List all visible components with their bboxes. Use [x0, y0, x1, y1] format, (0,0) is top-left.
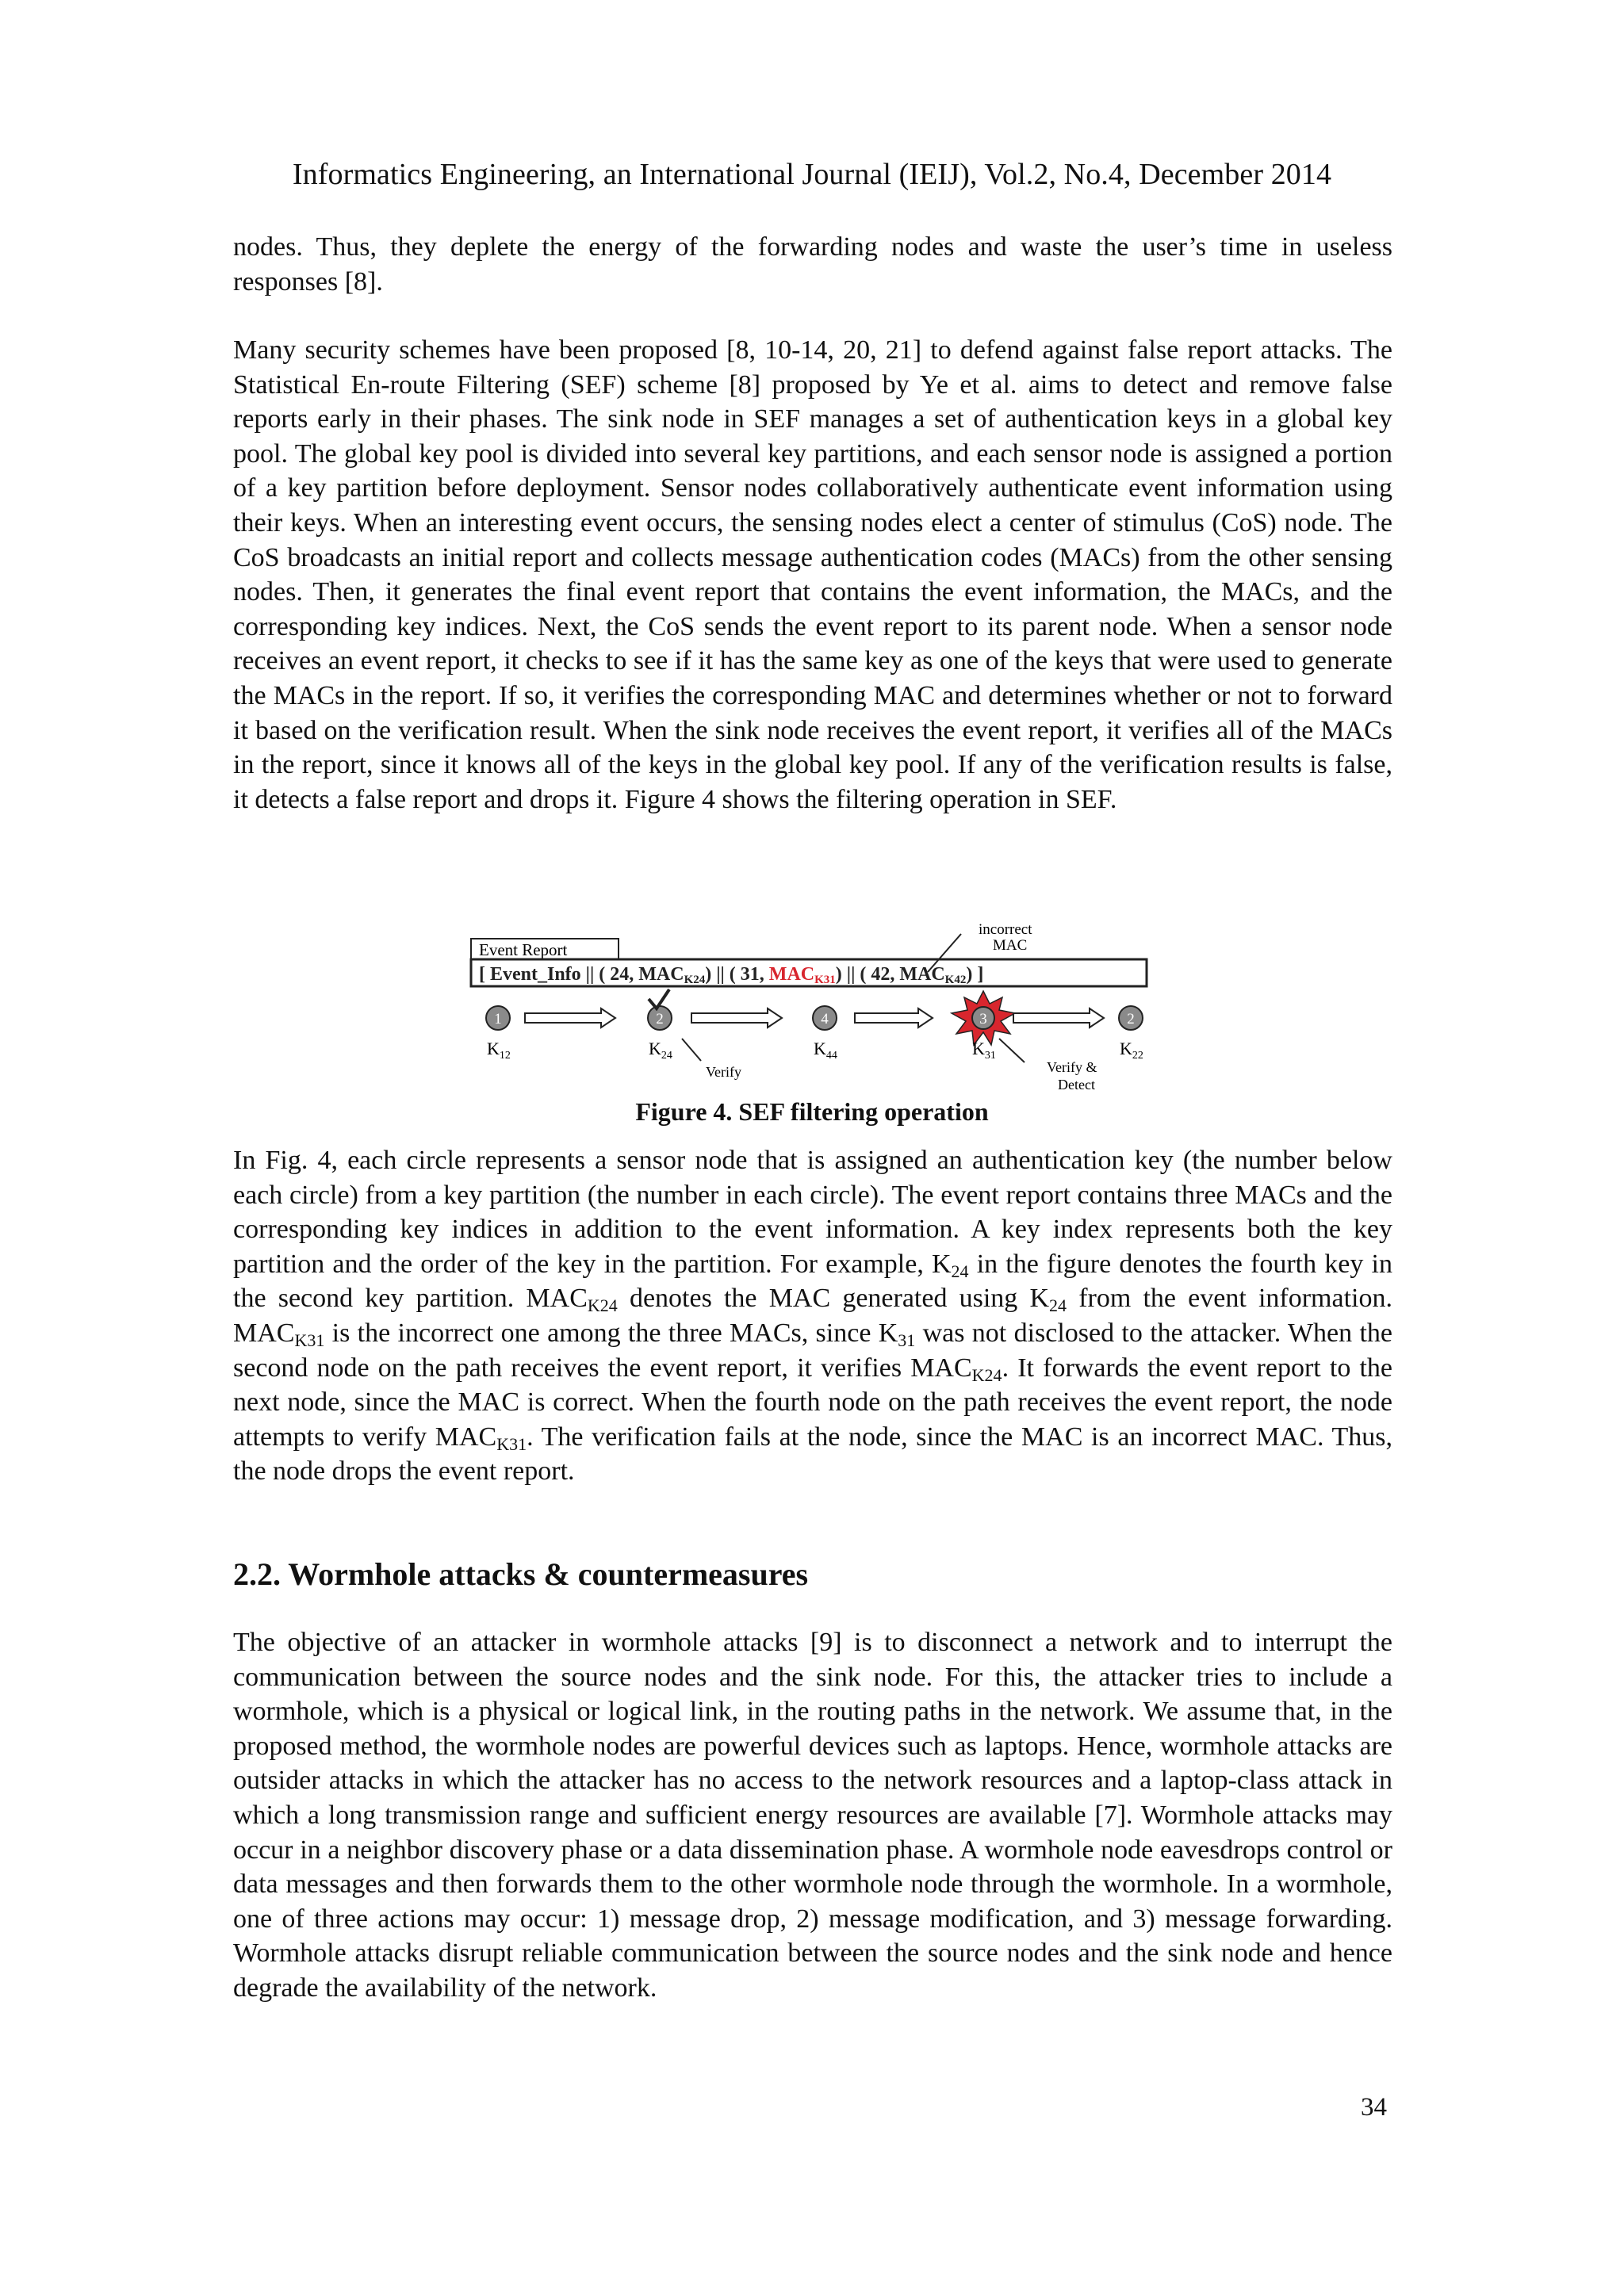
paragraph-3: In Fig. 4, each circle represents a sensor node that is assigned an authentication key (the number below each circle) from a key partition (the number in each circle). The event report contains three MACs and the corresponding key indices in addition to the event information. A key index represents both the key partition and the order of the key in the partition. For example, $K_{24}$ in the figure denotes the fourth key in the second key partition. $MAC_{K24}$ denotes the MAC generated using $K_{24}$ from the event information. $MAC_{K31}$ is the incorrect one among the three MACs, since $K_{31}$ was not disclosed to the attacker. When the second node on the path receives the event report, it verifies $MAC_{K24}$. It forwards the event report to the next node, since the MAC is correct. When the fourth node on the path receives the event report, the node attempts to verify $MAC_{K31}$. The verification fails at the node, since the MAC is an incorrect MAC. Thus, the node drops the event report. — [233, 1146, 1393, 1487]
node-3 — [813, 1006, 837, 1030]
svg-text:2: 2 — [1127, 1011, 1135, 1027]
arrow-2 — [691, 1008, 782, 1027]
sef-figure — [468, 921, 1150, 1099]
node-4-key: $K_{31}$ — [972, 1039, 996, 1062]
node-5-key: $K_{22}$ — [1120, 1039, 1143, 1062]
verify-check-icon — [649, 989, 669, 1008]
incorrect-mac-text: MAC — [768, 964, 815, 985]
arrow-4 — [1013, 1008, 1104, 1027]
node-2 — [648, 989, 672, 1030]
svg-text:3: 3 — [979, 1011, 987, 1027]
svg-text:1: 1 — [494, 1011, 502, 1027]
node-1-key: $K_{12}$ — [487, 1039, 511, 1062]
verify-detect-label-1: Verify & — [1047, 1059, 1097, 1075]
running-head: Informatics Engineering, an International Journal (IEIJ), Vol.2, No.4, December 2014 — [292, 158, 1332, 191]
detect-pointer — [999, 1039, 1025, 1062]
incorrect-label-2: MAC — [993, 937, 1028, 954]
node-4-detect — [952, 991, 1015, 1045]
arrow-1 — [525, 1008, 615, 1027]
paragraph-2: Many security schemes have been proposed [8, 10-14, 20, 21] to defend against false report attacks. The Statistical En-route Filtering (SEF) scheme [8] proposed by Ye et al. aims to detect and remove false reports early in their phases. The sink node in SEF manages a set of authentication keys in a global key pool. The global key pool is divided into several key partitions, and each sensor node is assigned a portion of a key partition before deployment. Sensor nodes collaboratively authenticate event information using their keys. When an interesting event occurs, the sensing nodes elect a center of stimulus (CoS) node. The CoS broadcasts an initial report and collects message authentication codes (MACs) from the other sensing nodes. Then, it generates the final event report that contains the event information, the MACs, and the corresponding key indices. Next, the CoS sends the event report to its parent node. When a sensor node receives an event report, it checks to see if it has the same key as one of the keys that were used to generate the MACs in the report. If so, it verifies the corresponding MAC and determines whether or not to forward it based on the verification result. When the sink node receives the event report, it verifies all of the MACs in the report, since it knows all of the keys in the global key pool. If any of the verification results is false, it detects a false report and drops it. Figure 4 shows the filtering operation in SEF. — [233, 335, 1392, 814]
report-content: [ Event_Info || ( 24, MACK24) || ( 31, MACK31) || ( 42, MACK42) ] — [479, 964, 984, 986]
section-heading: 2.2. Wormhole attacks & countermeasures — [233, 1556, 809, 1592]
event-report-label: Event Report — [479, 940, 568, 959]
incorrect-label-1: incorrect — [979, 921, 1032, 938]
verify-label: Verify — [706, 1064, 741, 1080]
svg-text:2: 2 — [656, 1011, 664, 1027]
node-3-key: $K_{44}$ — [814, 1039, 837, 1062]
arrow-3 — [855, 1008, 933, 1027]
paragraph-4: The objective of an attacker in wormhole attacks [9] is to disconnect a network and to interrupt the communication between the source nodes and the sink node. For this, the attacker tries to include a wormhole, which is a physical or logical link, in the routing paths in the network. We assume that, in the proposed method, the wormhole nodes are powerful devices such as laptops. Hence, wormhole attacks are outsider attacks in which the attacker has no access to the network resources and a laptop-class attack in which a long transmission range and sufficient energy resources are available [7]. Wormhole attacks may occur in a neighbor discovery phase or a data dissemination phase. A wormhole node eavesdrops control or data messages and then forwards them to the other wormhole node through the wormhole. In a wormhole, one of three actions may occur: 1) message drop, 2) message modification, and 3) message forwarding. Wormhole attacks disrupt reliable communication between the source nodes and the sink node and hence degrade the availability of the network. — [233, 1628, 1392, 2003]
node-5 — [1119, 1006, 1143, 1030]
paragraph-1: nodes. Thus, they deplete the energy of the forwarding nodes and waste the user’s time in useless responses [8]. — [233, 232, 1392, 297]
page-number: 34 — [1361, 2093, 1387, 2122]
figure-caption: Figure 4. SEF filtering operation — [635, 1097, 989, 1126]
svg-text:4: 4 — [821, 1011, 829, 1027]
verify-pointer — [682, 1039, 701, 1061]
verify-detect-label-2: Detect — [1058, 1077, 1095, 1093]
node-2-key: $K_{24}$ — [649, 1039, 672, 1062]
node-1 — [486, 1006, 510, 1030]
